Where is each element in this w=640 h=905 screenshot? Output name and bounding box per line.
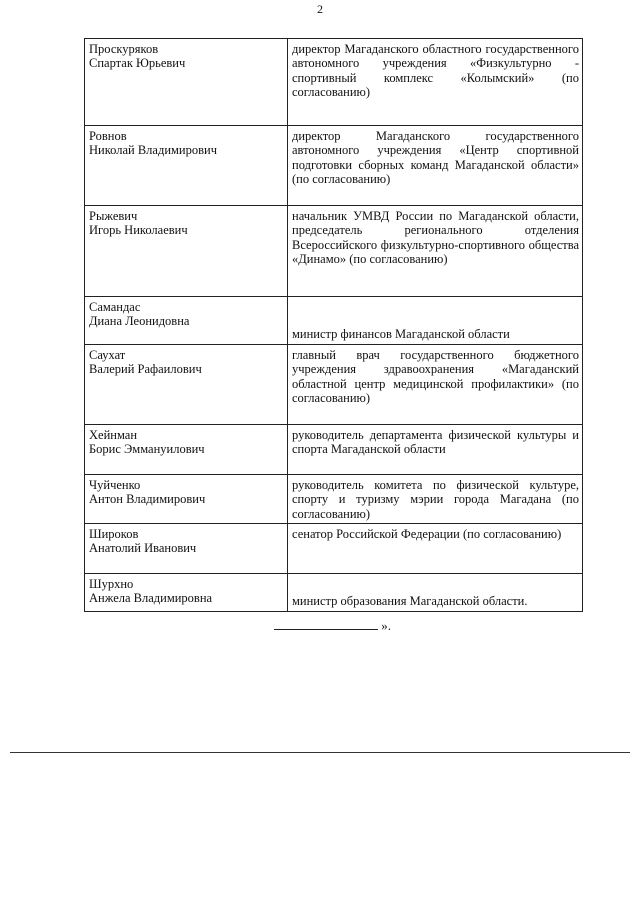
role-cell: директор Магаданского областного государственного автономного учреждения «Физкультурно - спортивный комплекс «Колымский» (по согласованию) [288,39,583,126]
table-row [85,574,583,612]
surname: Широков [89,527,139,541]
role-cell: сенатор Российской Федерации (по согласованию) [288,524,583,574]
role-cell: руководитель комитета по физической культуре, спорту и туризму мэрии города Магадана (по согласованию) [288,475,583,524]
given-name: Николай Владимирович [89,143,217,158]
surname: Чуйченко [89,478,141,492]
surname: Рыжевич [89,209,138,223]
name-cell [85,126,288,206]
role-cell: директор Магаданского государственного автономного учреждения «Центр спортивной подготовки сборных команд Магаданской области» (по согласованию) [288,126,583,206]
name-cell [85,524,288,574]
surname: Саухат [89,348,126,362]
role-cell: начальник УМВД России по Магаданской области, председатель регионального отделения Всероссийского физкультурно-спортивного общества «Динамо» (по согласованию) [288,206,583,297]
role-text: министр образования Магаданской области. [292,593,528,608]
signature-line [274,618,378,630]
given-name: Борис Эммануилович [89,442,205,457]
name-cell [85,297,288,345]
name-cell [85,345,288,425]
surname: Шурхно [89,577,134,591]
footer-divider [10,752,630,753]
table-row [85,345,583,425]
role-cell: главный врач государственного бюджетного учреждения здравоохранения «Магаданский областной центр медицинской профилактики» (по согласованию) [288,345,583,425]
name-cell [85,475,288,524]
surname: Хейнман [89,428,138,442]
given-name: Анжела Владимировна [89,591,213,606]
table-row [85,475,583,524]
name-cell [85,206,288,297]
page-number: 2 [317,2,323,16]
name-cell [85,39,288,126]
given-name: Анатолий Иванович [89,541,197,556]
table-row [85,524,583,574]
given-name: Валерий Рафаилович [89,362,202,377]
closing-mark: ». [381,618,391,633]
role-cell [288,574,583,612]
given-name: Антон Владимирович [89,492,206,507]
name-cell [85,425,288,475]
surname: Самандас [89,300,141,314]
table-row [85,126,583,206]
surname: Проскуряков [89,42,159,56]
surname: Ровнов [89,129,127,143]
name-cell [85,574,288,612]
closing-line [274,618,391,634]
table-row [85,39,583,126]
role-text: министр финансов Магаданской области [292,326,510,341]
table-row [85,425,583,475]
given-name: Спартак Юрьевич [89,56,186,71]
table-row [85,206,583,297]
role-cell [288,297,583,345]
role-cell: руководитель департамента физической культуры и спорта Магаданской области [288,425,583,475]
given-name: Игорь Николаевич [89,223,188,238]
given-name: Диана Леонидовна [89,314,190,329]
table-row [85,297,583,345]
commission-roster-table [84,38,583,612]
